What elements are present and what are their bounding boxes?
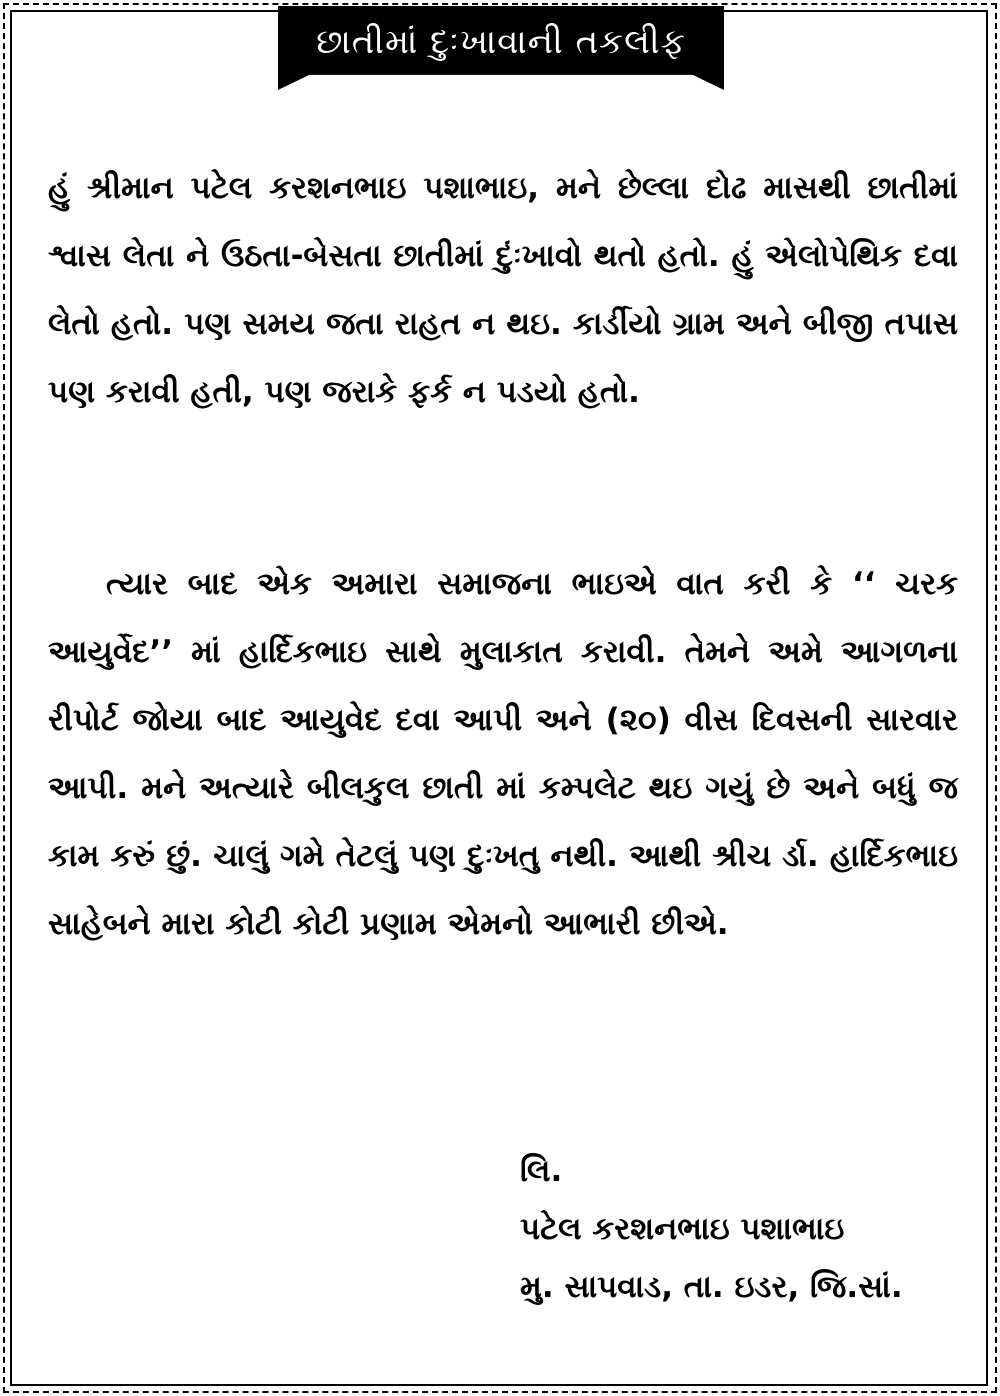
signature-block (520, 1142, 980, 1316)
paragraph-2: ત્યાર બાદ એક અમારા સમાજના ભાઇએ વાત કરી કે ‘‘ ચરક આયુર્વેદ’’ માં હાર્દિકભાઇ સાથે મુલાકાત કરાવી. તેમને અમે આગળના રીપોર્ટ જોયા બાદ આયુવેદ દવા આપી અને (૨૦) વીસ દિવસની સારવાર આપી. મને અત્યારે બીલકુલ છાતી માં કમ્પલેટ થઇ ગયું છે અને બધું જ કામ કરું છું. ચાલું ગમે તેટલું પણ દુઃખતુ નથી. આથી શ્રીચ ર્ડા. હાર્દિકભાઇ સાહેબને મારા કોટી કોટી પ્રણામ એમનો આભારી છીએ. (48, 566, 958, 942)
signature-address: મુ. સાપવાડ, તા. ઇડર, જિ.સાં. (520, 1269, 903, 1305)
paragraph-1: હું શ્રીમાન પટેલ કરશનભાઇ પશાભાઇ, મને છેલ્લા દોઢ માસથી છાતીમાં શ્વાસ લેતા ને ઉઠતા-બેસતા છાતીમાં દુંઃખાવો થતો હતો. હું એલોપેથિક દવા લેતો હતો. પણ સમય જતા રાહત ન થઇ. કાર્ડીયો ગ્રામ અને બીજી તપાસ પણ કરાવી હતી, પણ જરાકે ફર્ક ન પડયો હતો. (48, 170, 958, 410)
page-title: છાતીમાં દુઃખાવાની તકલીફ (316, 22, 686, 62)
signature-closing: લિ. (520, 1153, 563, 1189)
signature-name: પટેલ કરશનભાઇ પશાભાઇ (520, 1211, 845, 1247)
